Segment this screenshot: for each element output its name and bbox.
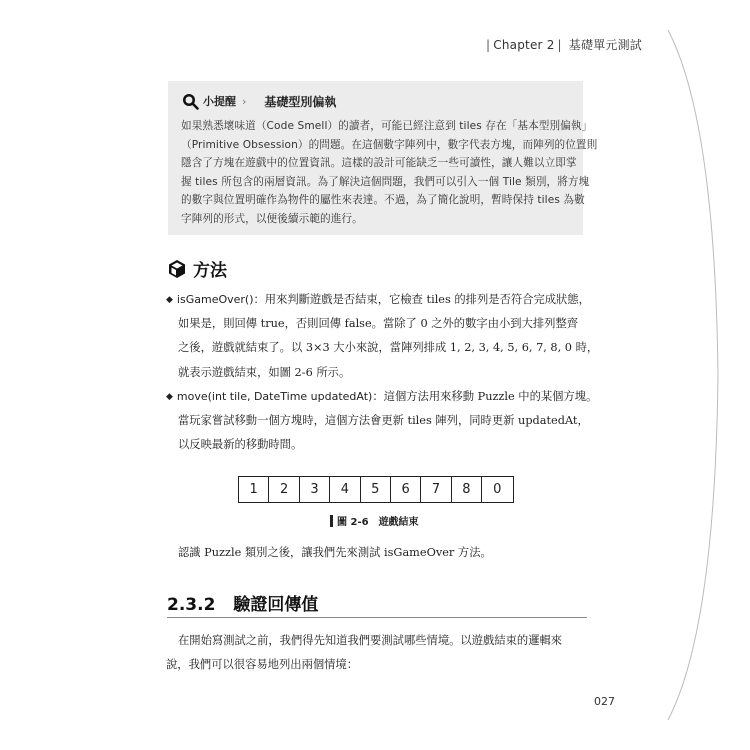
tip-line: 握 tiles 所包含的兩層資訊。為了解決這個問題，我們可以引入一個 Tile 類別，將方塊 [181,175,590,188]
tiles-array-figure [238,476,514,503]
tip-line: 的數字與位置明確作為物件的屬性來表達。不過，為了簡化說明，暫時保持 tiles 為數 [181,194,585,207]
figure-title: 遊戲結束 [378,517,419,528]
figure-label: 圖 2-6 [337,517,369,528]
bullet-move [166,385,598,458]
tip-body [181,117,598,229]
chevron-right-icon: › [242,94,247,108]
tile-cell: 3 [300,477,330,502]
caption-mark [330,515,333,527]
diamond-bullet-icon: ◆ [166,392,173,402]
tile-cell: 6 [391,477,421,502]
tile-cell: 1 [239,477,269,502]
method-heading-text: 方法 [193,261,227,281]
method-signature: isGameOver() [176,293,254,306]
tile-cell: 7 [421,477,451,502]
tile-cell: 8 [452,477,482,502]
magnifier-icon [181,92,199,110]
tip-line: （Primitive Obsession）的問題。在這個數字陣列中，數字代表方塊，而陣列的位置則 [181,138,598,151]
tip-line: 字陣列的形式，以便後續示範的進行。 [181,212,363,225]
tip-line: 如果熟悉壞味道（Code Smell）的讀者，可能已經注意到 tiles 存在「基本型別偏執」 [181,120,593,132]
chapter-label: Chapter 2 [493,38,555,52]
tip-badge [181,92,246,110]
tile-cell: 2 [269,477,299,502]
bullet-isgameover [166,288,599,385]
running-header: | Chapter 2 | 基礎單元測試 [486,38,642,52]
figure-caption [330,513,419,528]
bullet-text: ：用來判斷遊戲是否結束，它檢查 tiles 的排列是否符合完成狀態， [253,293,590,306]
section-title-text: 驗證回傳值 [233,595,319,615]
section-number: 2.3.2 [167,595,216,615]
tip-box [168,81,598,235]
bullet-text: 就表示遊戲結束，如圖 2-6 所示。 [178,365,351,379]
cube-icon [167,259,187,279]
bullet-text: 當玩家嘗試移動一個方塊時，這個方法會更新 tiles 陣列，同時更新 updatedAt， [178,414,589,428]
tip-badge-label: 小提醒 [203,95,236,108]
tip-line: 隱含了方塊在遊戲中的位置資訊。這樣的設計可能缺乏一些可讀性，讓人難以立即掌 [181,157,577,170]
diamond-bullet-icon: ◆ [166,295,173,305]
paragraph: 認識 Puzzle 類別之後，讓我們先來測試 isGameOver 方法。 [178,546,492,559]
bullet-text: ：這個方法用來移動 Puzzle 中的某個方塊。 [372,390,598,403]
bullet-text: 如果是，則回傳 true，否則回傳 false。當除了 0 之外的數字由小到大排列整齊 [178,317,579,331]
tile-cell: 5 [361,477,391,502]
section-heading [167,590,318,615]
tile-cell: 0 [493,482,502,497]
page-number: 027 [594,695,615,708]
paragraph-line: 在開始寫測試之前，我們得先知道我們要測試哪些情境。以遊戲結束的邏輯來 [178,634,563,647]
paragraph-line: 說，我們可以很容易地列出兩個情境： [166,658,359,671]
section-divider [167,617,587,618]
tile-cell: 4 [330,477,360,502]
method-signature: move(int tile, DateTime updatedAt) [176,390,373,403]
method-heading [167,256,227,281]
chapter-title: 基礎單元測試 [568,38,642,52]
bullet-text: 之後，遊戲就結束了。以 3×3 大小來說，當陣列排成 1, 2, 3, 4, 5, 6, 7, 8, 0 時， [178,341,599,355]
bullet-text: 以反映最新的移動時間。 [178,438,303,452]
tip-title: 基礎型別偏執 [264,94,337,109]
